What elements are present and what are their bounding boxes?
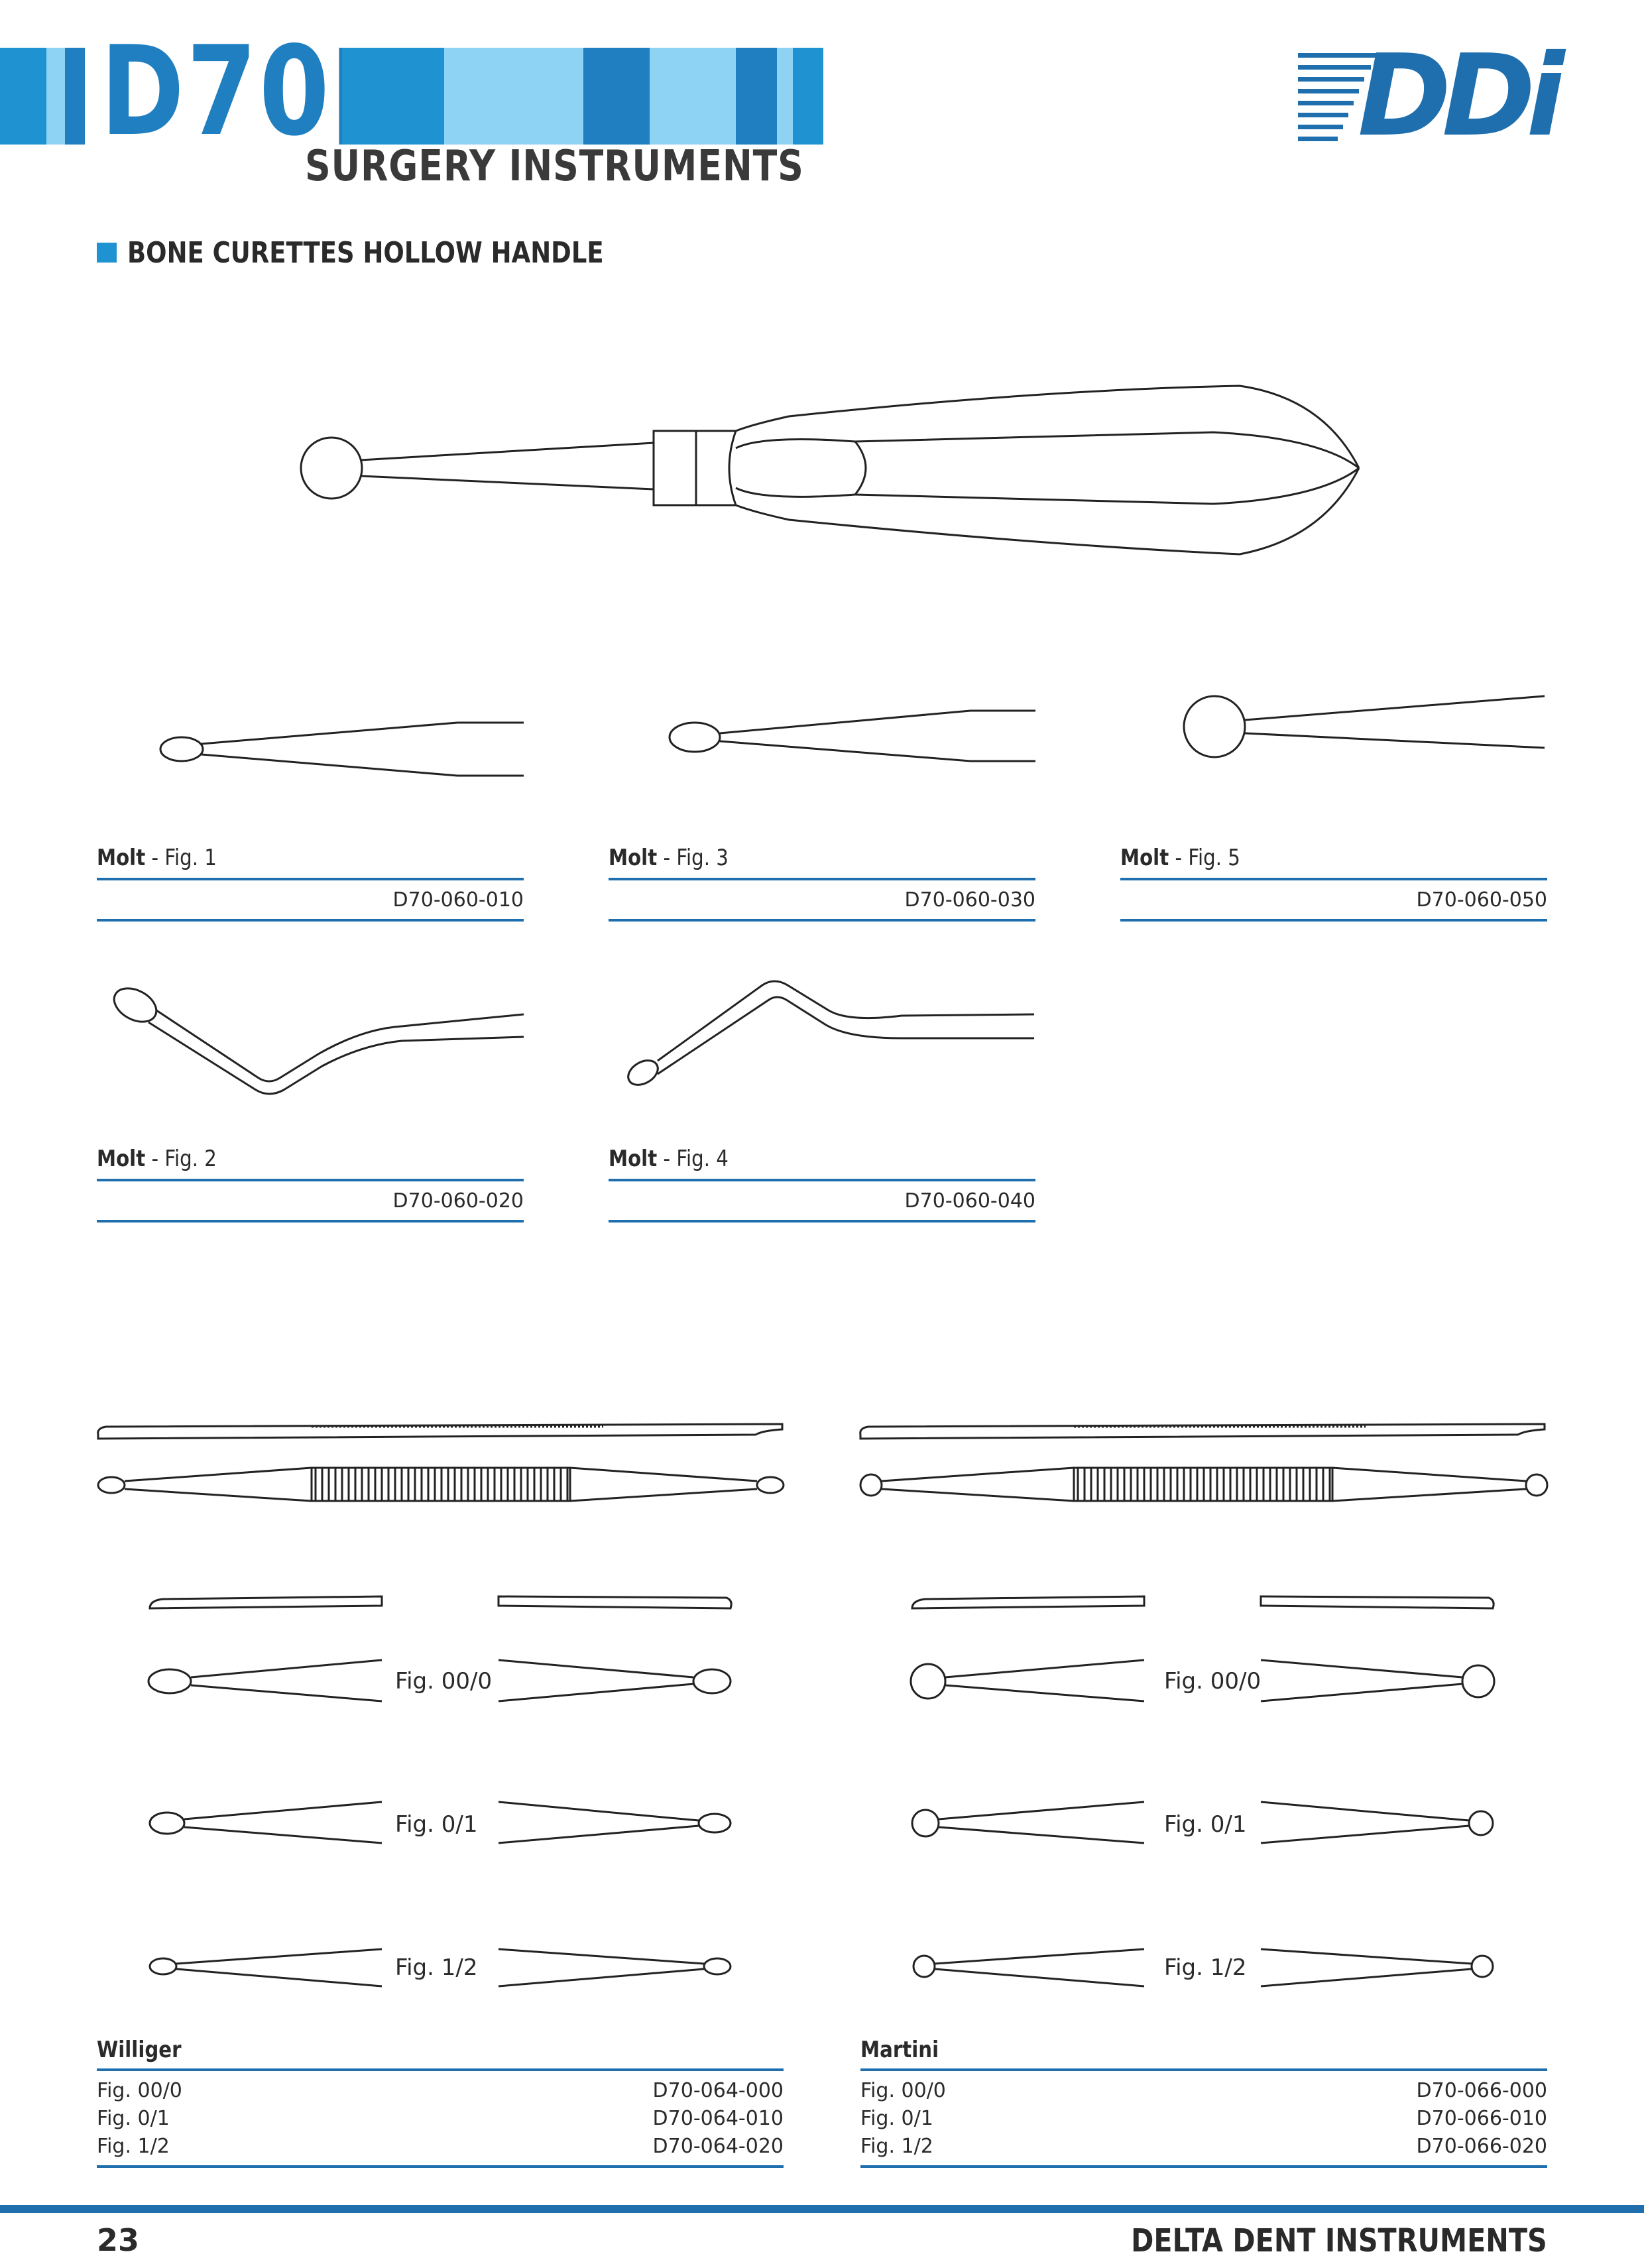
product-code: D70-060-040 bbox=[904, 1189, 1035, 1213]
divider bbox=[97, 919, 524, 922]
product-code: D70-060-030 bbox=[904, 888, 1035, 912]
martini-double-ended-drawing bbox=[855, 1419, 1558, 1505]
page-number: 23 bbox=[97, 2222, 140, 2258]
product-code: D70-064-010 bbox=[652, 2107, 784, 2130]
product-name: Molt - Fig. 4 bbox=[609, 1146, 729, 1172]
category-title: BONE CURETTES HOLLOW HANDLE bbox=[127, 236, 604, 270]
fig-cell: Fig. 00/0 bbox=[97, 2079, 182, 2102]
section-title: SURGERY INSTRUMENTS bbox=[305, 142, 804, 191]
divider bbox=[97, 878, 524, 880]
divider bbox=[609, 1179, 1035, 1181]
fig-label: Fig. 0/1 bbox=[1164, 1811, 1247, 1838]
catalog-code: D70 bbox=[93, 32, 339, 151]
product-name: Martini bbox=[860, 2037, 939, 2063]
divider bbox=[97, 2068, 784, 2071]
divider bbox=[1120, 919, 1547, 922]
hollow-handle-drawing bbox=[285, 371, 1372, 564]
product-name: Williger bbox=[97, 2037, 182, 2063]
product-code: D70-066-020 bbox=[1416, 2135, 1547, 2158]
band-segment bbox=[46, 48, 65, 145]
product-code: D70-060-010 bbox=[392, 888, 524, 912]
band-segment bbox=[583, 48, 650, 145]
fig-cell: Fig. 1/2 bbox=[97, 2135, 170, 2158]
williger-double-ended-drawing bbox=[93, 1419, 795, 1505]
band-segment bbox=[0, 48, 46, 145]
fig-cell: Fig. 00/0 bbox=[860, 2079, 946, 2102]
product-name: Molt - Fig. 5 bbox=[1120, 845, 1240, 871]
divider bbox=[1120, 878, 1547, 880]
product-code: D70-066-000 bbox=[1416, 2079, 1547, 2102]
molt-fig2-drawing bbox=[110, 981, 534, 1107]
logo-stripe bbox=[1298, 101, 1354, 105]
divider bbox=[860, 2165, 1547, 2168]
product-code: D70-060-020 bbox=[392, 1189, 524, 1213]
product-code: D70-064-000 bbox=[652, 2079, 784, 2102]
footer-divider bbox=[0, 2205, 1644, 2213]
logo-stripe bbox=[1298, 77, 1364, 82]
divider bbox=[97, 1220, 524, 1223]
martini-tip-details-drawing bbox=[906, 1591, 1502, 2009]
divider bbox=[609, 1220, 1035, 1223]
product-code: D70-064-020 bbox=[652, 2135, 784, 2158]
category-bullet-square bbox=[97, 243, 117, 263]
logo-stripe bbox=[1298, 113, 1348, 117]
molt-fig1-drawing bbox=[159, 716, 530, 782]
product-name: Molt - Fig. 3 bbox=[609, 845, 729, 871]
band-segment bbox=[342, 48, 444, 145]
fig-cell: Fig. 1/2 bbox=[860, 2135, 933, 2158]
ddi-logo bbox=[1298, 30, 1556, 162]
divider bbox=[609, 878, 1035, 880]
divider bbox=[97, 1179, 524, 1181]
product-name: Molt - Fig. 2 bbox=[97, 1146, 217, 1172]
fig-label: Fig. 00/0 bbox=[1164, 1668, 1262, 1695]
logo-stripe bbox=[1298, 125, 1343, 129]
fig-cell: Fig. 0/1 bbox=[860, 2107, 933, 2130]
logo-stripe bbox=[1298, 89, 1359, 93]
divider bbox=[97, 2165, 784, 2168]
molt-fig3-drawing bbox=[666, 708, 1037, 774]
logo-stripe bbox=[1298, 137, 1338, 141]
divider bbox=[609, 919, 1035, 922]
band-segment bbox=[736, 48, 777, 145]
band-segment bbox=[65, 48, 85, 145]
williger-tip-details-drawing bbox=[143, 1591, 740, 2009]
fig-label: Fig. 1/2 bbox=[1164, 1954, 1247, 1981]
band-segment bbox=[777, 48, 793, 145]
logo-lettering: DDi bbox=[1358, 30, 1556, 162]
band-segment bbox=[650, 48, 736, 145]
divider bbox=[860, 2068, 1547, 2071]
molt-fig5-drawing bbox=[1183, 693, 1554, 760]
band-segment bbox=[793, 48, 823, 145]
product-code: D70-060-050 bbox=[1416, 888, 1547, 912]
product-name: Molt - Fig. 1 bbox=[97, 845, 217, 871]
molt-fig4-drawing bbox=[623, 975, 1047, 1094]
fig-label: Fig. 0/1 bbox=[395, 1811, 478, 1838]
fig-label: Fig. 1/2 bbox=[395, 1954, 478, 1981]
footer-brand: DELTA DENT INSTRUMENTS bbox=[1131, 2222, 1547, 2259]
fig-label: Fig. 00/0 bbox=[395, 1668, 493, 1695]
fig-cell: Fig. 0/1 bbox=[97, 2107, 170, 2130]
product-code: D70-066-010 bbox=[1416, 2107, 1547, 2130]
band-segment bbox=[444, 48, 583, 145]
